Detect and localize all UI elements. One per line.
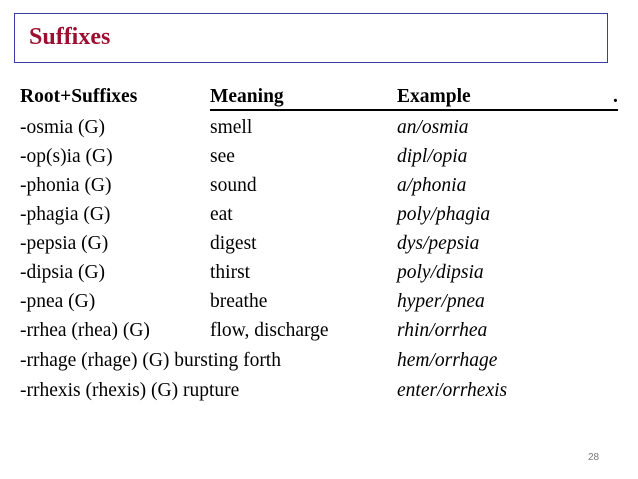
row-example: poly/phagia <box>397 204 491 225</box>
row-example: a/phonia <box>397 175 467 196</box>
row-meaning: sound <box>210 175 257 196</box>
header-underline-example <box>397 109 618 111</box>
table-header <box>20 86 620 112</box>
row-root: -dipsia (G) <box>20 262 106 283</box>
row-meaning: digest <box>210 233 257 254</box>
row-example: enter/orrhexis <box>397 380 508 401</box>
row-root: -rrhea (rhea) (G) <box>20 320 150 341</box>
page-number: 28 <box>588 452 600 463</box>
row-root: -osmia (G) <box>20 117 106 138</box>
header-underline-meaning <box>210 109 397 111</box>
row-root: -op(s)ia (G) <box>20 146 113 167</box>
row-example: dys/pepsia <box>397 233 480 254</box>
row-example: an/osmia <box>397 117 469 138</box>
row-root: -phagia (G) <box>20 204 111 225</box>
row-example: hem/orrhage <box>397 350 498 371</box>
row-meaning: flow, discharge <box>210 320 329 341</box>
row-root: -rrhage (rhage) (G) bursting forth <box>20 350 281 371</box>
header-trailing-mark: . <box>613 86 618 107</box>
row-meaning: see <box>210 146 235 167</box>
row-example: poly/dipsia <box>397 262 484 283</box>
header-root-suffixes: Root+Suffixes <box>20 86 138 107</box>
row-root: -pepsia (G) <box>20 233 109 254</box>
title-box <box>14 13 608 63</box>
row-example: dipl/opia <box>397 146 468 167</box>
header-meaning: Meaning <box>210 86 284 107</box>
slide-title: Suffixes <box>29 24 111 50</box>
row-meaning: breathe <box>210 291 268 312</box>
row-root: -rrhexis (rhexis) (G) rupture <box>20 380 240 401</box>
row-root: -pnea (G) <box>20 291 96 312</box>
row-meaning: eat <box>210 204 233 225</box>
row-meaning: smell <box>210 117 253 138</box>
row-root: -phonia (G) <box>20 175 112 196</box>
row-meaning: thirst <box>210 262 251 283</box>
row-example: hyper/pnea <box>397 291 485 312</box>
header-example: Example <box>397 86 471 107</box>
row-example: rhin/orrhea <box>397 320 488 341</box>
